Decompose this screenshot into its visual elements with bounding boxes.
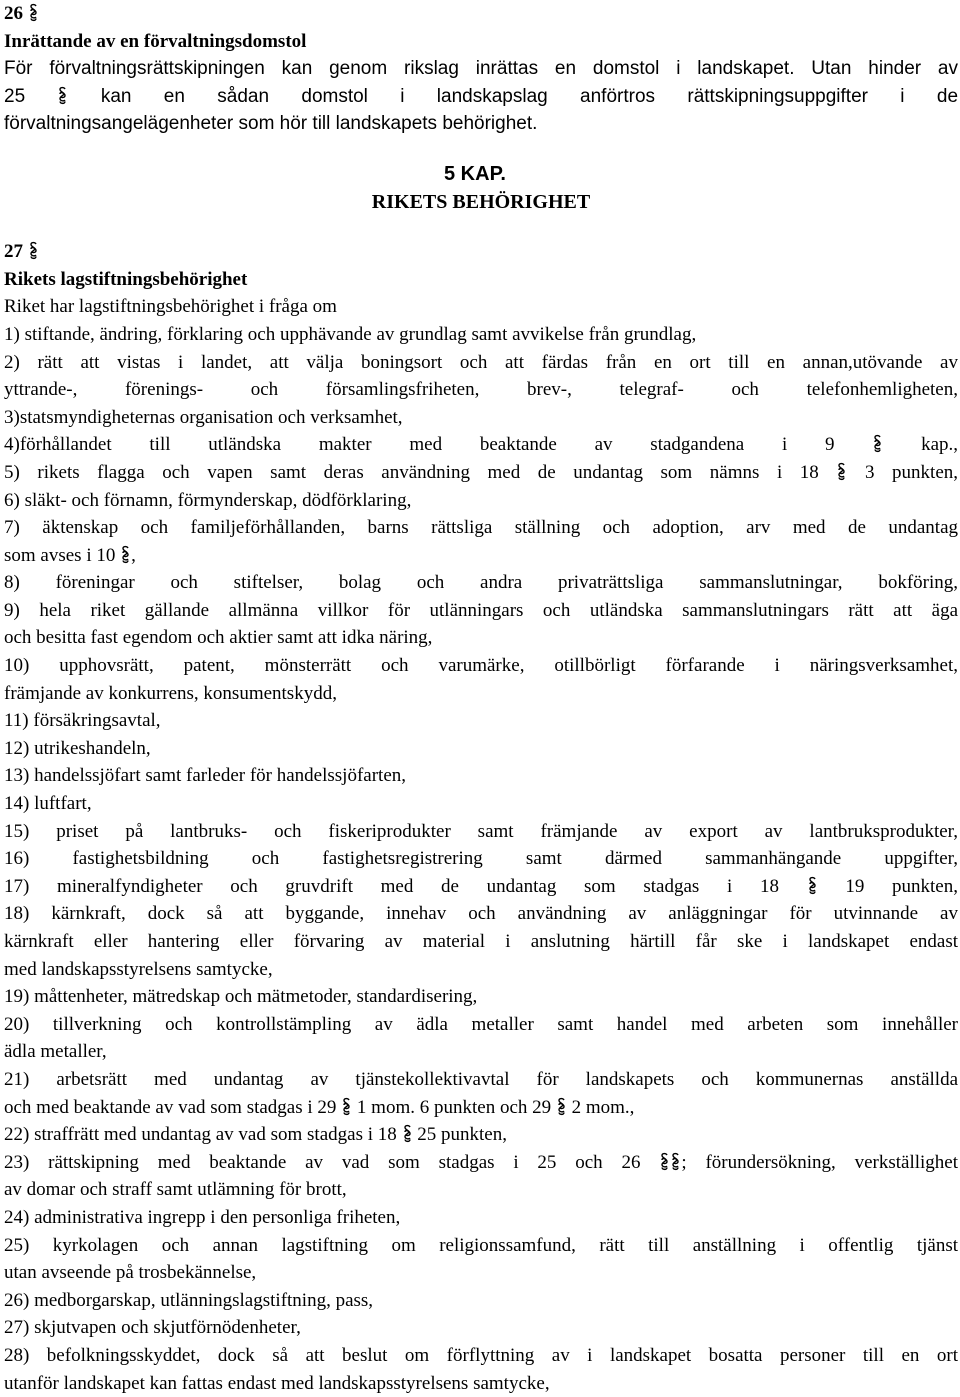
- list-item-20-cont: ädla metaller,: [4, 1038, 958, 1066]
- list-item-21-cont: [4, 1094, 958, 1122]
- section-26-text-line-1: För förvaltningsrättskipningen kan genom rikslag inrättas en domstol i landskapet. Utan hinder av: [4, 55, 958, 83]
- list-item-9-cont: och besitta fast egendom och aktier samt att idka näring,: [4, 624, 958, 652]
- list-item-28-cont: utanför landskapet kan fattas endast med landskapsstyrelsens samtycke,: [4, 1370, 958, 1397]
- list-item-25-cont: utan avseende på trosbekännelse,: [4, 1259, 958, 1287]
- list-item-20: 20) tillverkning och kontrollstämpling av ädla metaller samt handel med arbeten som innehåller: [4, 1011, 958, 1039]
- list-item-4-suffix: kap.,: [921, 434, 958, 455]
- list-item-13: 13) handelssjöfart samt farleder för handelssjöfarten,: [4, 762, 958, 790]
- list-item-24: 24) administrativa ingrepp i den personliga friheten,: [4, 1204, 958, 1232]
- section-sign-icon: [556, 1097, 567, 1116]
- section-27-number-line: [4, 238, 958, 266]
- list-item-3: 3)statsmyndigheternas organisation och verksamhet,: [4, 404, 958, 432]
- section-27-heading: Rikets lagstiftningsbehörighet: [4, 266, 958, 294]
- section-27-number: 27: [4, 241, 23, 262]
- list-item-7-cont: [4, 542, 958, 570]
- list-item-21-cont-middle: 1 mom. 6 punkten och 29: [357, 1097, 551, 1118]
- list-item-17-suffix: 19 punkten,: [845, 876, 958, 897]
- list-item-21-cont-suffix: 2 mom.,: [572, 1097, 635, 1118]
- list-item-5-suffix: 3 punkten,: [865, 462, 958, 483]
- chapter-number: 5 KAP.: [4, 161, 958, 189]
- list-item-23-suffix: ; förundersökning, verkställighet: [681, 1152, 958, 1173]
- list-item-26: 26) medborgarskap, utlänningslagstiftning, pass,: [4, 1287, 958, 1315]
- list-item-11: 11) försäkringsavtal,: [4, 707, 958, 735]
- list-item-17-text: 17) mineralfyndigheter och gruvdrift med de undantag som stadgas i 18: [4, 876, 779, 897]
- list-item-7-cont-text: som avses i 10: [4, 545, 115, 566]
- list-item-23-text: 23) rättskipning med beaktande av vad som stadgas i 25 och 26: [4, 1152, 641, 1173]
- list-item-19: 19) måttenheter, mätredskap och mätmetoder, standardisering,: [4, 983, 958, 1011]
- list-item-6: 6) släkt- och förnamn, förmynderskap, dödförklaring,: [4, 487, 958, 515]
- section-26-text-line-2: [4, 83, 958, 111]
- list-item-14: 14) luftfart,: [4, 790, 958, 818]
- list-item-7: 7) äktenskap och familjeförhållanden, barns rättsliga ställning och adoption, arv med de undantag: [4, 514, 958, 542]
- section-sign-icon: [670, 1152, 681, 1171]
- list-item-4: [4, 431, 958, 459]
- section-26-text-line-2-rest: kan en sådan domstol i landskapslag anförtros rättskipningsuppgifter i de: [101, 86, 958, 107]
- list-item-22-text: 22) straffrätt med undantag av vad som stadgas i 18: [4, 1124, 397, 1145]
- section-26-number-line: [4, 0, 958, 28]
- list-item-2-cont: yttrande-, förenings- och församlingsfriheten, brev-, telegraf- och telefonhemligheten,: [4, 376, 958, 404]
- section-sign-icon: [341, 1097, 352, 1116]
- list-item-2: 2) rätt att vistas i landet, att välja boningsort och att färdas från en ort till en annan,utövande av: [4, 349, 958, 377]
- section-26-heading: Inrättande av en förvaltningsdomstol: [4, 28, 958, 56]
- list-item-25: 25) kyrkolagen och annan lagstiftning om religionssamfund, rätt till anställning i offentlig tjänst: [4, 1232, 958, 1260]
- list-item-27: 27) skjutvapen och skjutförnödenheter,: [4, 1314, 958, 1342]
- list-item-10-cont: främjande av konkurrens, konsumentskydd,: [4, 680, 958, 708]
- list-item-12: 12) utrikeshandeln,: [4, 735, 958, 763]
- section-26-ref-number: 25: [4, 86, 25, 107]
- list-item-5: [4, 459, 958, 487]
- section-sign-icon: [872, 434, 883, 453]
- list-item-18-cont: kärnkraft eller hantering eller förvaring av material i anslutning härtill får ske i landskapet endast: [4, 928, 958, 956]
- section-sign-icon: [807, 876, 818, 895]
- section-sign-icon: [120, 545, 131, 564]
- section-sign-icon: [402, 1124, 413, 1143]
- list-item-18-cont-2: med landskapsstyrelsens samtycke,: [4, 956, 958, 984]
- section-sign-icon: [28, 3, 39, 22]
- section-sign-icon: [836, 462, 847, 481]
- section-27-intro: Riket har lagstiftningsbehörighet i fråga om: [4, 293, 958, 321]
- list-item-23: [4, 1149, 958, 1177]
- list-item-22-suffix: 25 punkten,: [417, 1124, 507, 1145]
- list-item-8: 8) föreningar och stiftelser, bolag och andra privaträttsliga sammanslutningar, bokföring,: [4, 569, 958, 597]
- list-item-4-text: 4)förhållandet till utländska makter med beaktande av stadgandena i 9: [4, 434, 835, 455]
- list-item-15: 15) priset på lantbruks- och fiskeriprodukter samt främjande av export av lantbruksprodukter,: [4, 818, 958, 846]
- list-item-18: 18) kärnkraft, dock så att byggande, innehav och användning av anläggningar för utvinnande av: [4, 900, 958, 928]
- list-item-21-cont-text: och med beaktande av vad som stadgas i 29: [4, 1097, 336, 1118]
- list-item-9: 9) hela riket gällande allmänna villkor för utlänningars och utländska sammanslutningars rätt att äga: [4, 597, 958, 625]
- list-item-23-cont: av domar och straff samt utlämning för brott,: [4, 1176, 958, 1204]
- list-item-10: 10) upphovsrätt, patent, mönsterrätt och varumärke, otillbörligt förfarande i näringsverksamhet,: [4, 652, 958, 680]
- chapter-title: RIKETS BEHÖRIGHET: [4, 189, 958, 217]
- list-item-1: 1) stiftande, ändring, förklaring och upphävande av grundlag samt avvikelse från grundlag,: [4, 321, 958, 349]
- list-item-21: 21) arbetsrätt med undantag av tjänstekollektivavtal för landskapets och kommunernas anställda: [4, 1066, 958, 1094]
- section-26-text-line-3: förvaltningsangelägenheter som hör till landskapets behörighet.: [4, 110, 958, 138]
- list-item-22: [4, 1121, 958, 1149]
- section-sign-icon: [57, 86, 68, 105]
- list-item-28: 28) befolkningsskyddet, dock så att beslut om förflyttning av i landskapet bosatta personer till en ort: [4, 1342, 958, 1370]
- section-sign-icon: [659, 1152, 670, 1171]
- list-item-17: [4, 873, 958, 901]
- list-item-7-cont-suffix: ,: [131, 545, 136, 566]
- section-26-number: 26: [4, 3, 23, 24]
- section-sign-icon: [28, 241, 39, 260]
- list-item-5-text: 5) rikets flagga och vapen samt deras användning med de undantag som nämns i 18: [4, 462, 819, 483]
- document-page: [4, 0, 958, 1397]
- list-item-16: 16) fastighetsbildning och fastighetsregistrering samt därmed sammanhängande uppgifter,: [4, 845, 958, 873]
